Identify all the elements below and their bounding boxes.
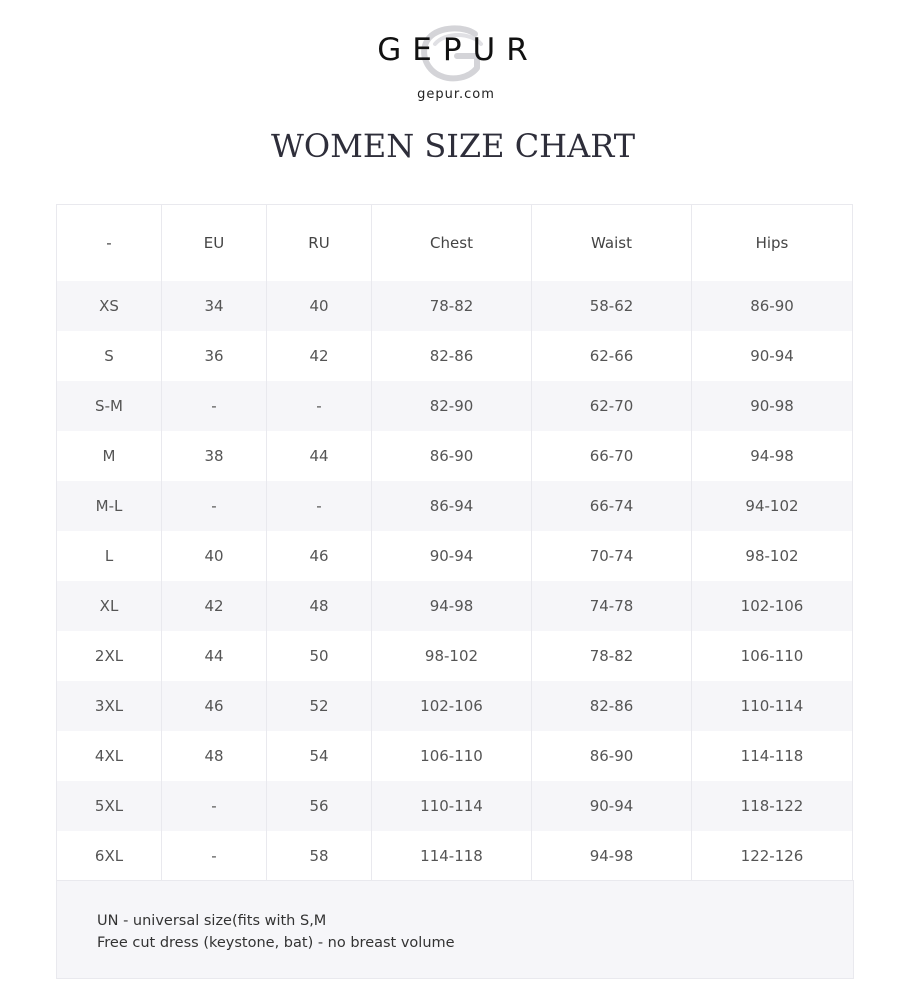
cell-waist: 86-90 [532,731,692,781]
cell-ru: - [267,381,372,431]
cell-hips: 118-122 [692,781,853,831]
cell-eu: - [162,831,267,881]
table-row [57,531,853,581]
cell-waist: 58-62 [532,281,692,331]
cell-eu: 46 [162,681,267,731]
table-header-row [57,205,853,281]
cell-eu: 42 [162,581,267,631]
cell-chest: 82-86 [372,331,532,381]
cell-size: XS [57,281,162,331]
cell-eu: 36 [162,331,267,381]
table-row [57,831,853,881]
cell-hips: 90-98 [692,381,853,431]
cell-hips: 90-94 [692,331,853,381]
cell-chest: 86-94 [372,481,532,531]
cell-hips: 106-110 [692,631,853,681]
cell-hips: 94-98 [692,431,853,481]
cell-eu: 44 [162,631,267,681]
size-notes [56,880,854,979]
cell-hips: 114-118 [692,731,853,781]
cell-eu: - [162,781,267,831]
cell-chest: 114-118 [372,831,532,881]
header-hips: Hips [692,205,853,281]
cell-size: 5XL [57,781,162,831]
brand-domain: gepur.com [417,87,495,102]
cell-waist: 66-70 [532,431,692,481]
cell-ru: 56 [267,781,372,831]
header-chest: Chest [372,205,532,281]
note-universal-size: UN - universal size(fits with S,M [97,913,327,929]
cell-size: 2XL [57,631,162,681]
cell-chest: 106-110 [372,731,532,781]
cell-chest: 78-82 [372,281,532,331]
cell-ru: 58 [267,831,372,881]
cell-hips: 86-90 [692,281,853,331]
cell-eu: - [162,381,267,431]
table-row [57,331,853,381]
cell-hips: 94-102 [692,481,853,531]
size-table [56,204,853,881]
table-row [57,731,853,781]
cell-waist: 94-98 [532,831,692,881]
cell-waist: 70-74 [532,531,692,581]
cell-chest: 98-102 [372,631,532,681]
cell-waist: 82-86 [532,681,692,731]
cell-chest: 82-90 [372,381,532,431]
cell-eu: 48 [162,731,267,781]
header-waist: Waist [532,205,692,281]
cell-eu: 38 [162,431,267,481]
cell-waist: 62-70 [532,381,692,431]
cell-waist: 90-94 [532,781,692,831]
cell-chest: 110-114 [372,781,532,831]
cell-eu: 34 [162,281,267,331]
table-row [57,431,853,481]
cell-hips: 102-106 [692,581,853,631]
cell-chest: 94-98 [372,581,532,631]
table-row [57,781,853,831]
brand-logo [0,20,900,110]
cell-hips: 122-126 [692,831,853,881]
page-title: WOMEN SIZE CHART [270,127,636,165]
cell-waist: 62-66 [532,331,692,381]
table-row [57,581,853,631]
cell-size: M-L [57,481,162,531]
cell-ru: - [267,481,372,531]
table-row [57,381,853,431]
note-free-cut: Free cut dress (keystone, bat) - no breast volume [97,935,455,951]
cell-chest: 86-90 [372,431,532,481]
header-eu: EU [162,205,267,281]
cell-eu: 40 [162,531,267,581]
cell-size: XL [57,581,162,631]
cell-size: 3XL [57,681,162,731]
cell-hips: 110-114 [692,681,853,731]
cell-ru: 54 [267,731,372,781]
cell-ru: 48 [267,581,372,631]
cell-size: 4XL [57,731,162,781]
cell-eu: - [162,481,267,531]
cell-size: L [57,531,162,581]
header-size: - [57,205,162,281]
cell-ru: 44 [267,431,372,481]
table-row [57,281,853,331]
brand-name: GEPUR [377,32,539,68]
cell-size: M [57,431,162,481]
header-ru: RU [267,205,372,281]
cell-ru: 46 [267,531,372,581]
cell-ru: 52 [267,681,372,731]
cell-ru: 40 [267,281,372,331]
cell-size: 6XL [57,831,162,881]
cell-size: S [57,331,162,381]
cell-chest: 102-106 [372,681,532,731]
cell-hips: 98-102 [692,531,853,581]
cell-waist: 66-74 [532,481,692,531]
table-row [57,481,853,531]
table-row [57,631,853,681]
cell-waist: 74-78 [532,581,692,631]
cell-waist: 78-82 [532,631,692,681]
cell-size: S-M [57,381,162,431]
cell-chest: 90-94 [372,531,532,581]
cell-ru: 42 [267,331,372,381]
cell-ru: 50 [267,631,372,681]
table-row [57,681,853,731]
